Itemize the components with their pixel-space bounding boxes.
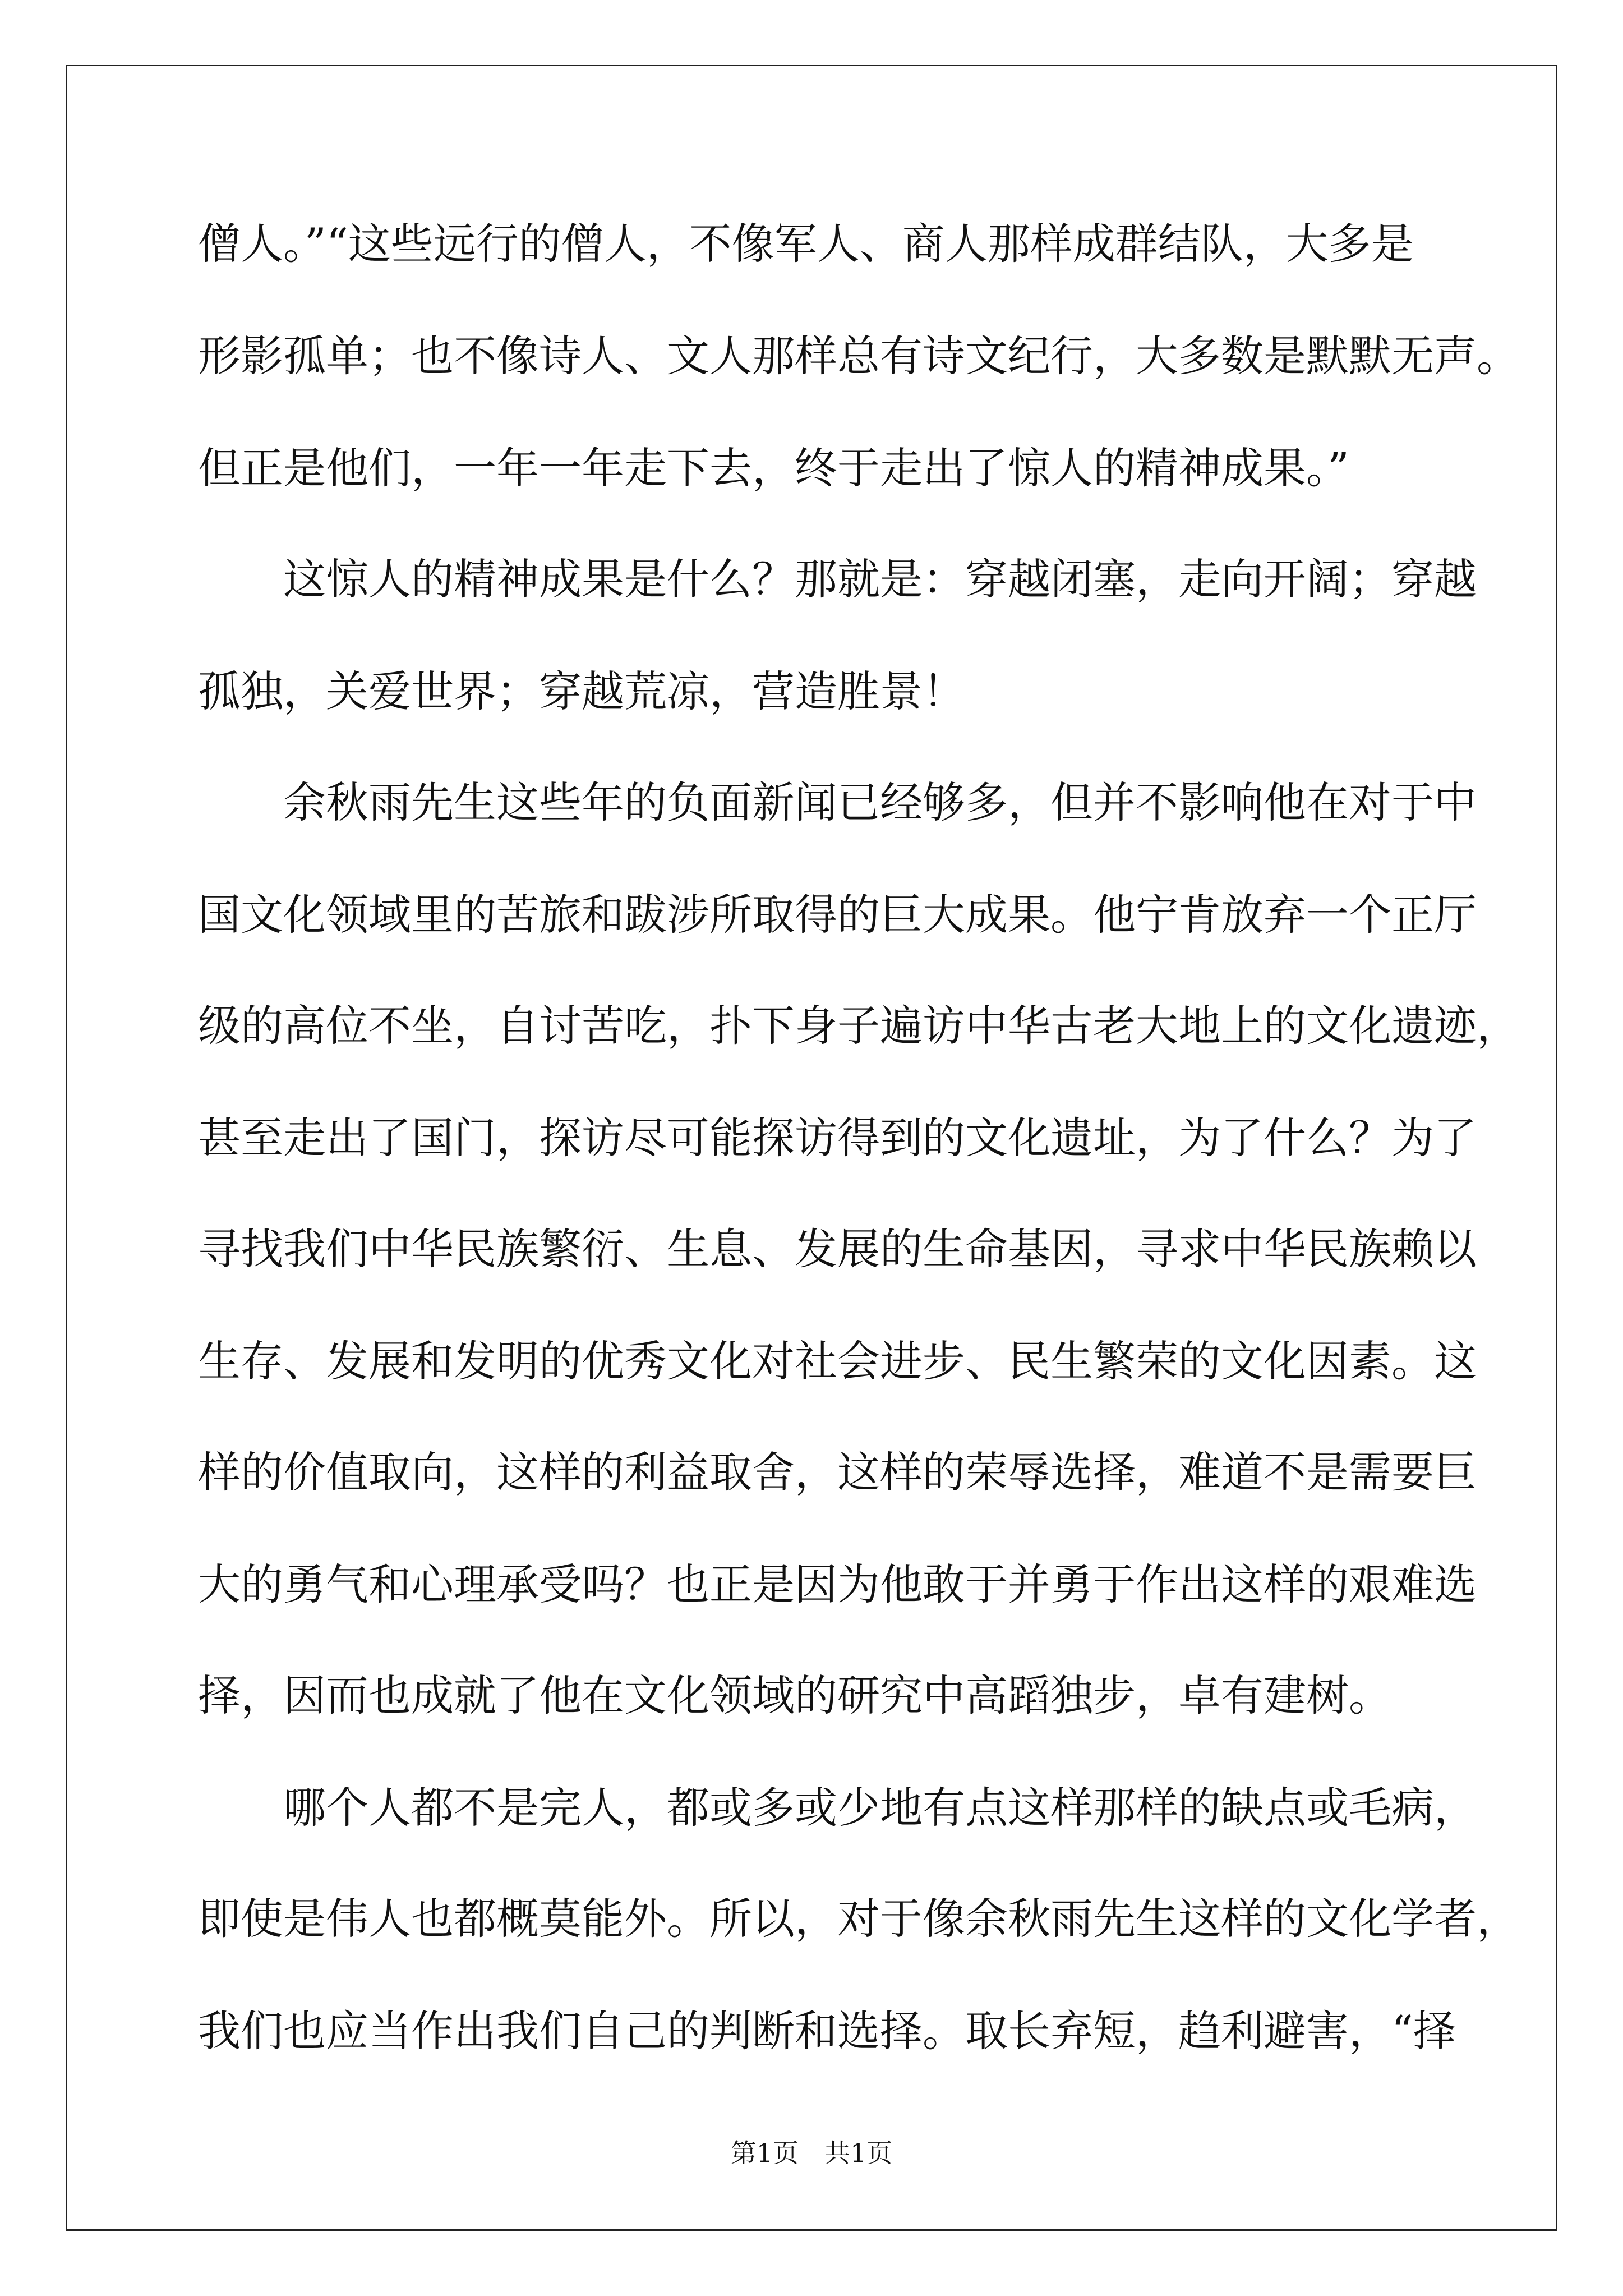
text-line: 样的价值取向，这样的利益取舍，这样的荣辱选择，难道不是需要巨 [198, 1447, 1477, 1497]
text-line: 级的高位不坐，自讨苦吃，扑下身子遍访中华古老大地上的文化遗迹， [198, 1001, 1519, 1051]
text-line: 形影孤单；也不像诗人、文人那样总有诗文纪行，大多数是默默无声。 [198, 331, 1519, 381]
text-line: 但正是他们，一年一年走下去，终于走出了惊人的精神成果。” [198, 443, 1349, 493]
text-line: 余秋雨先生这些年的负面新闻已经够多，但并不影响他在对于中 [198, 777, 1477, 827]
text-line: 择，因而也成就了他在文化领域的研究中高蹈独步，卓有建树。 [198, 1671, 1391, 1720]
text-line: 大的勇气和心理承受吗？也正是因为他敢于并勇于作出这样的艰难选 [198, 1559, 1477, 1609]
text-line: 我们也应当作出我们自己的判断和选择。取长弃短，趋利避害，“择 [198, 2006, 1456, 2056]
text-line: 国文化领域里的苦旅和跋涉所取得的巨大成果。他宁肯放弃一个正厅 [198, 890, 1477, 940]
page-number-footer: 第1页 共1页 [730, 2138, 893, 2168]
text-line: 即使是伟人也都概莫能外。所以，对于像余秋雨先生这样的文化学者， [198, 1894, 1519, 1944]
text-line: 寻找我们中华民族繁衍、生息、发展的生命基因，寻求中华民族赖以 [198, 1224, 1477, 1274]
text-line: 孤独，关爱世界；穿越荒凉，营造胜景！ [198, 666, 965, 716]
text-line: 生存、发展和发明的优秀文化对社会进步、民生繁荣的文化因素。这 [198, 1336, 1477, 1386]
text-line: 这惊人的精神成果是什么？那就是：穿越闭塞，走向开阔；穿越 [198, 554, 1477, 604]
text-line: 哪个人都不是完人，都或多或少地有点这样那样的缺点或毛病， [198, 1783, 1477, 1833]
text-line: 僧人。”“这些远行的僧人，不像军人、商人那样成群结队，大多是 [198, 219, 1414, 269]
text-line: 甚至走出了国门，探访尽可能探访得到的文化遗址，为了什么？为了 [198, 1113, 1477, 1163]
